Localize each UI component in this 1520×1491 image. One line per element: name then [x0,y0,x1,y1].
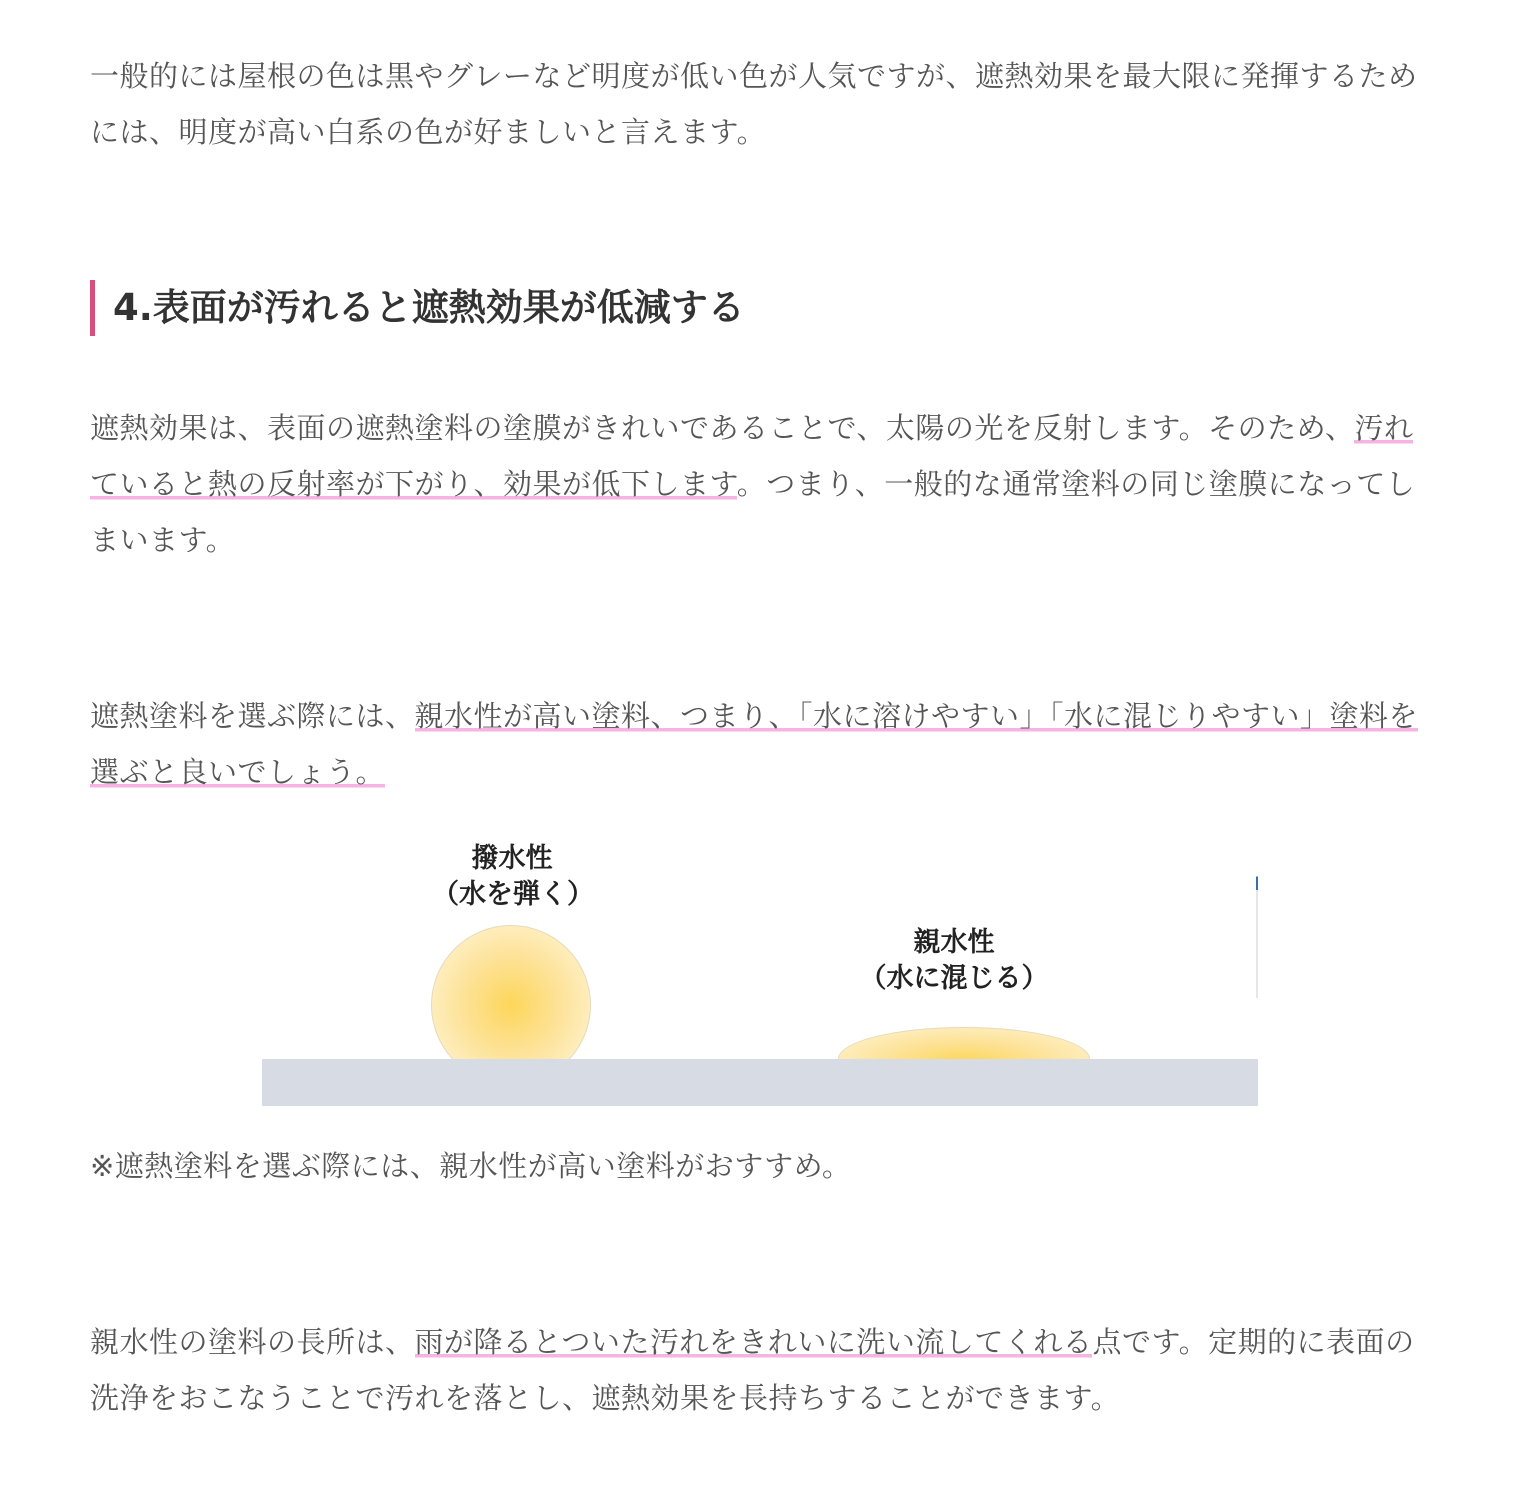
paragraph-text: 遮熱塗料を選ぶ際には、 [90,699,415,733]
hydrophobic-title: 撥水性 [471,843,553,874]
hydrophobic-subtitle: （水を弾く） [432,879,594,910]
paragraph-text: 遮熱効果は、表面の遮熱塗料の塗膜がきれいであることで、太陽の光を反射します。そのため、 [90,411,1355,445]
section-heading-text: 4.表面が汚れると遮熱効果が低減する [113,286,745,329]
hydrophilic-title: 親水性 [913,927,995,958]
section-heading [90,280,745,336]
highlighted-text: 雨が降るとついた汚れをきれいに洗い流してくれる [414,1325,1093,1359]
highlighted-text: 親水性が高い塗料、つまり、「水に溶けやすい」「水に混じりやすい」塗料を選ぶと良いでしょう。 [90,699,1419,789]
hydrophilic-subtitle: （水に混じる） [859,963,1049,994]
paragraph-text: 点です。定期的に表面の洗浄をおこなうことで汚れを落とし、遮熱効果を長持ちすることができます。 [90,1325,1415,1415]
image-edge-artifact [1256,863,1258,998]
caption-text: ※遮熱塗料を選ぶ際には、親水性が高い塗料がおすすめ。 [90,1149,852,1183]
paragraph-text: 。つまり、一般的な通常塗料の同じ塗膜になってしまいます。 [90,467,1416,557]
droplet-area [262,835,1258,1059]
figure-caption [90,1138,1435,1194]
painted-surface [262,1059,1258,1106]
paragraph-stain-effect [90,400,1435,568]
paragraph-advantage [90,1314,1435,1426]
water-repellency-illustration [262,835,1258,1107]
intro-paragraph [90,48,1435,160]
paragraph-text: 親水性の塗料の長所は、 [90,1325,415,1359]
beaded-water-drop [431,925,591,1059]
paragraph-hydrophilic [90,688,1435,800]
spread-water-drop [838,1027,1090,1059]
intro-text: 一般的には屋根の色は黒やグレーなど明度が低い色が人気ですが、遮熱効果を最大限に発揮するためには、明度が高い白系の色が好ましいと言えます。 [90,59,1418,149]
highlighted-text: 汚れていると熱の反射率が下がり、効果が低下します [90,411,1414,501]
